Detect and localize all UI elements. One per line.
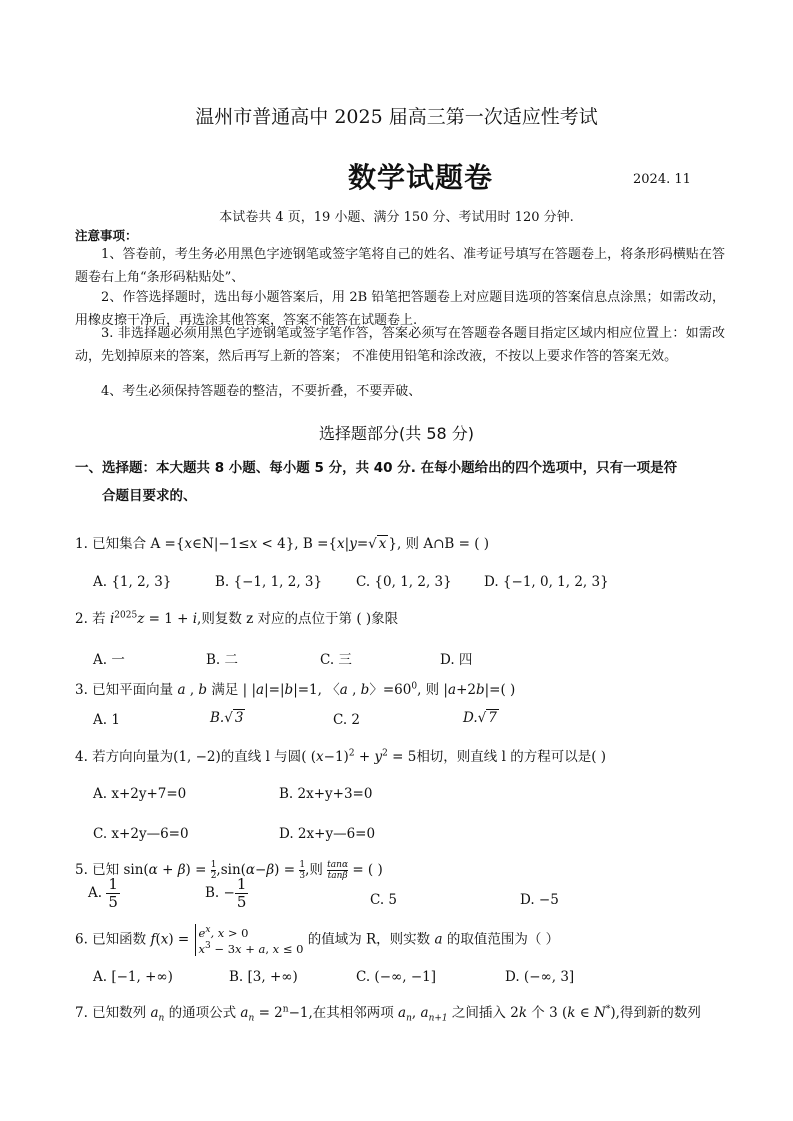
notice-item-2: 2、作答选择题时，选出每小题答案后，用 2B 铅笔把答题卷上对应题目选项的答案信息点涂黑；如需改动，用橡皮擦干净后，再选涂其他答案，答案不能答在试题卷上.	[75, 290, 725, 328]
question-6: 6. 已知函数 $f(x) = e^x$, x > 0 $x^3 - 3x + a$, x ≤ 0 的值域为 R，则实数 a 的取值范围为（ ）	[75, 925, 560, 956]
q6-option-b: B. [3, +∞)	[229, 969, 298, 985]
q3-option-a: A. 1	[93, 712, 120, 728]
q6-option-a: A. [−1, +∞)	[93, 969, 173, 985]
q5-option-c: C. 5	[370, 892, 398, 908]
part-instructions-cont: 合题目要求的、	[102, 488, 197, 504]
q4-option-d: D. 2x+y—6=0	[279, 826, 376, 842]
notice-item-1: 1、答卷前，考生务必用黑色字迹钢笔或签字笔将自己的姓名、准考证号填写在答题卷上，将条形码横贴在答题卷右上角“条形码粘贴处”、	[75, 247, 725, 285]
q5-option-a: A. $\frac{1}{5}$	[88, 875, 118, 911]
q4-option-b: B. 2x+y+3=0	[279, 786, 373, 802]
question-1: 1. 已知集合 A ={x∈N|−1≤x < 4}, B ={x|y=√ x }, 则 A∩B = ( )	[75, 536, 490, 552]
q1-option-d: D. {−1, 0, 1, 2, 3}	[484, 574, 609, 590]
section-title: 选择题部分(共 58 分)	[318, 424, 475, 443]
question-5: 5. 已知 sin(α + β) = $\frac{1}{2}$ ,sin(α−β) = $\frac{1}{3}$ ,则 $\frac{\tan\alpha}{\tan\beta}$ = ( )	[75, 860, 383, 881]
subject-title: 数学试题卷	[348, 161, 494, 194]
notice-item-3: 3. 非选择题必须用黑色字迹钢笔或签字笔作答，答案必须写在答题卷各题目指定区域内相应位置上：如需改动，先划掉原来的答案，然后再写上新的答案； 不准使用铅笔和涂改液，不按以上要求作答的答案无效。	[75, 326, 725, 364]
q5-option-b: B. − $\frac{1}{5}$	[205, 875, 247, 911]
q4-option-a: A. x+2y+7=0	[93, 786, 187, 802]
q5-option-d: D. −5	[520, 892, 559, 908]
q3-option-d: D.√ 7	[463, 710, 497, 726]
notice-item-4: 4、考生必须保持答题卷的整洁，不要折叠，不要弄破、	[101, 384, 422, 399]
question-7: 7. 已知数列 $a_n$ 的通项公式 $a_n = 2^n-1$,在其相邻两项 $a_n$, $a_{n+1}$ 之间插入 2k 个 3 (k ∈ N*),得到新的数列	[75, 1004, 701, 1024]
q1-option-a: A. {1, 2, 3}	[93, 574, 172, 590]
q6-option-d: D. (−∞, 3]	[505, 969, 575, 985]
q1-option-b: B. {−1, 1, 2, 3}	[215, 574, 323, 590]
q4-option-c: C. x+2y—6=0	[93, 826, 189, 842]
q2-option-d: D. 四	[440, 652, 473, 668]
notice-title: 注意事项：	[75, 228, 138, 243]
q2-option-c: C. 三	[320, 652, 352, 668]
question-4: 4. 若方向向量为(1, −2)的直线 l 与圆( $(x-1)^2 + y^2 = 5$相切，则直线 l 的方程可以是( )	[75, 748, 607, 765]
q6-option-c: C. (−∞, −1]	[356, 969, 437, 985]
exam-date: 2024. 11	[633, 172, 691, 187]
exam-info: 本试卷共 4 页，19 小题、满分 150 分、考试用时 120 分钟.	[219, 210, 574, 225]
q3-option-c: C. 2	[333, 712, 361, 728]
exam-title: 温州市普通高中 2025 届高三第一次适应性考试	[195, 106, 598, 128]
q1-option-c: C. {0, 1, 2, 3}	[356, 574, 452, 590]
q2-option-a: A. 一	[93, 652, 125, 668]
question-3: 3. 已知平面向量 a , b 满足 | |a|=|b|=1, 〈a , b〉$=60^0$, 则 |a+2b|=( )	[75, 681, 516, 698]
part-instructions: 一、选择题：本大题共 8 小题、每小题 5 分，共 40 分. 在每小题给出的四个选项中，只有一项是符	[75, 460, 678, 476]
question-2: 2. 若 $i^{2025}z = 1 + i$,则复数 z 对应的点位于第 ( )象限	[75, 610, 399, 627]
q3-option-b: B.√ 3	[210, 710, 244, 726]
q2-option-b: B. 二	[206, 652, 239, 668]
